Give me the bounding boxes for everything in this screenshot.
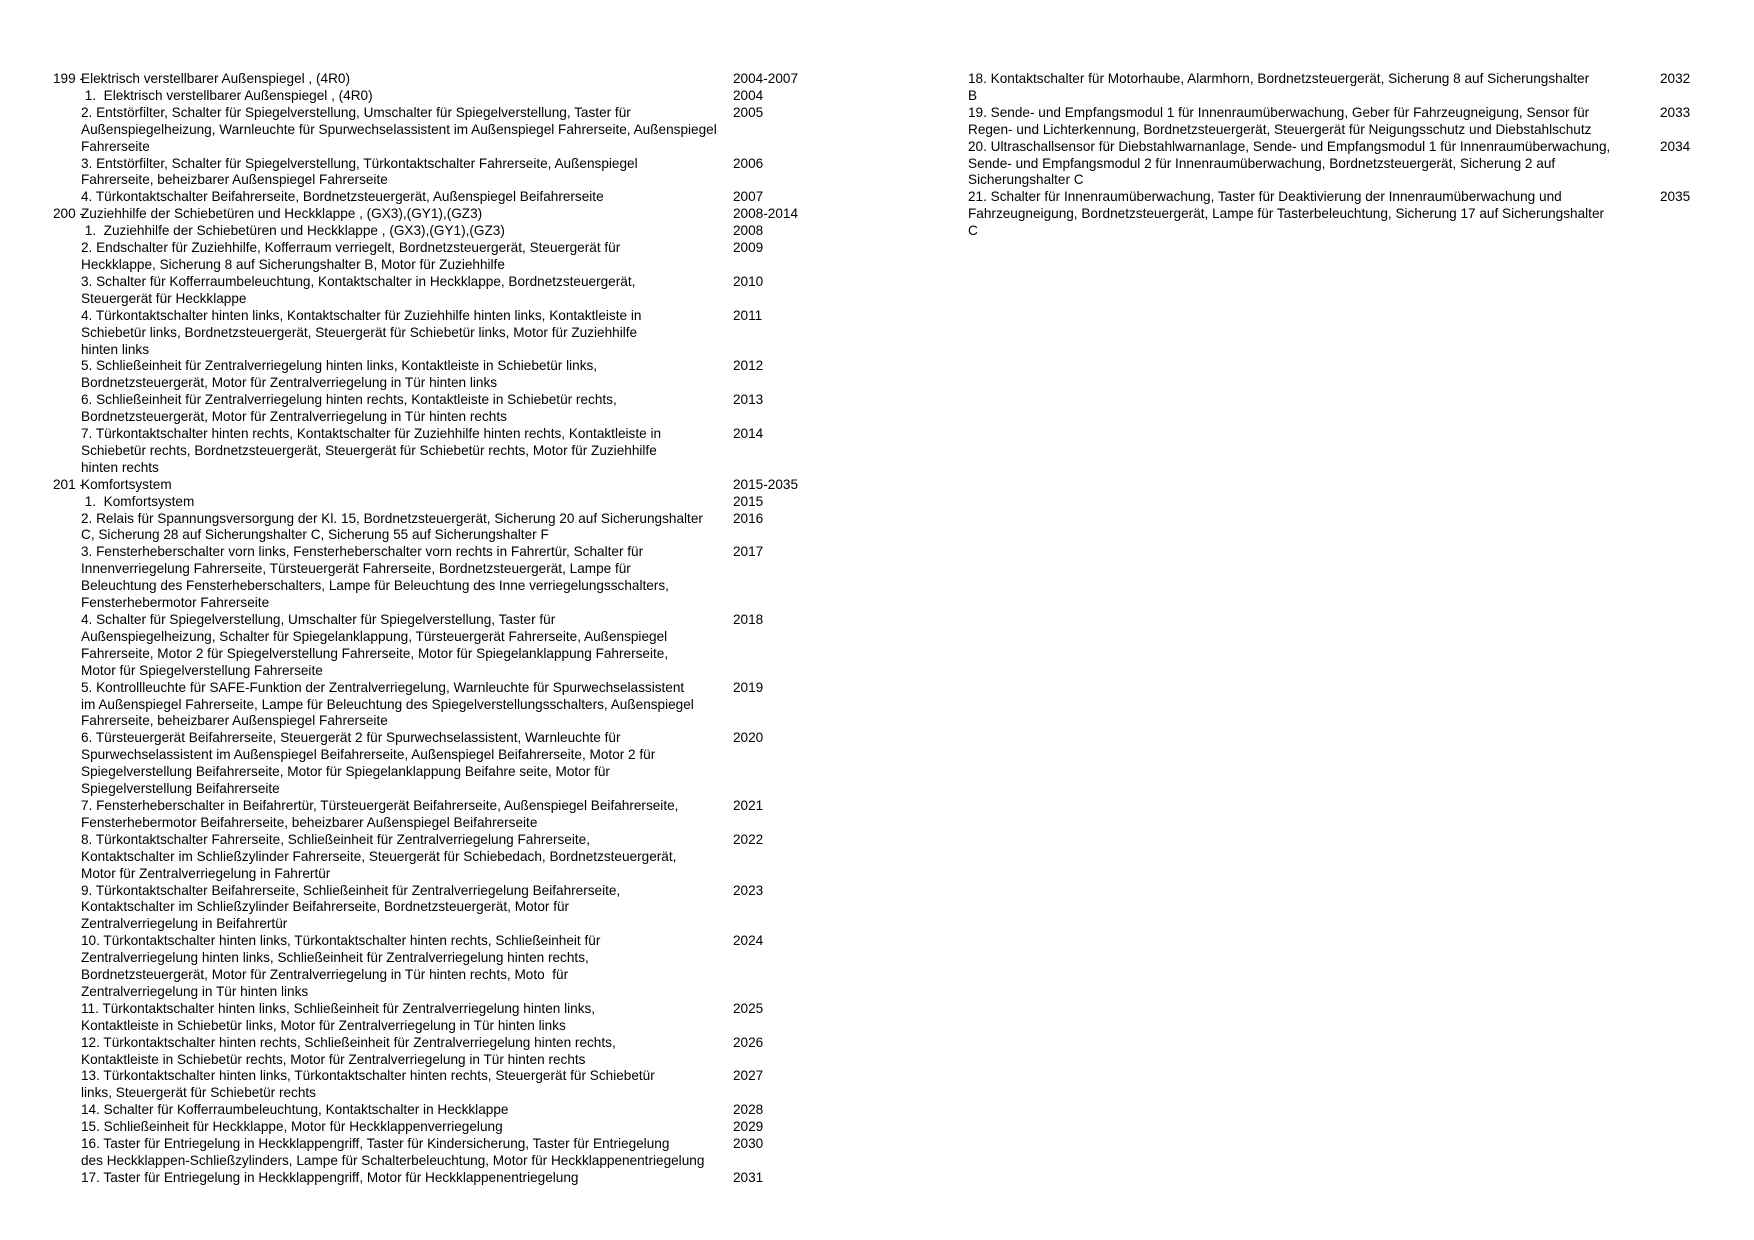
page-reference: 2027 <box>733 1068 764 1084</box>
section-title: Elektrisch verstellbarer Außenspiegel , (4R0) <box>81 71 350 86</box>
section-entry <box>53 1119 863 1136</box>
section-entry <box>53 358 863 392</box>
page-reference: 2025 <box>733 1000 764 1016</box>
entry-description: 6. Türsteuergerät Beifahrerseite, Steuergerät 2 für Spurwechselassistent, Warnleuchte für Spurwechselassistent im Außenspiegel Beifahrerseite, Außenspiegel Beifahrerseite, Motor 2 für Spiegelverstellung Beifahrerseite, Motor für Spiegelanklappung Beifahre seite, Motor für Spiegelverstellung Beifahrerseite <box>81 730 656 797</box>
section-entry <box>968 189 1703 240</box>
page-reference: 2010 <box>733 273 764 289</box>
section-entry <box>53 832 863 883</box>
page-reference: 2022 <box>733 831 764 847</box>
section-entry <box>53 189 863 206</box>
section-entry <box>968 105 1703 139</box>
page-reference: 2012 <box>733 358 764 374</box>
entry-description: 17. Taster für Entriegelung in Heckklappengriff, Motor für Heckklappenentriegelung <box>81 1169 579 1185</box>
section-entry <box>968 139 1703 190</box>
page-reference: 2014 <box>733 426 764 442</box>
entry-description: 11. Türkontaktschalter hinten links, Schließeinheit für Zentralverriegelung hinten links, Kontaktleiste in Schiebetür links, Motor für Zentralverriegelung in Tür hinten links <box>81 1000 596 1033</box>
section-entry <box>53 156 863 190</box>
page-reference: 2007 <box>733 189 764 205</box>
entry-description: 4. Türkontaktschalter hinten links, Kontaktschalter für Zuziehhilfe hinten links, Kontaktleiste in Schiebetür links, Bordnetzsteuergerät, Steuergerät für Schiebetür links, Motor für Zuziehhilfe hinten links <box>81 307 642 357</box>
section-entry <box>53 392 863 426</box>
entry-description: 1. Zuziehhilfe der Schiebetüren und Heckklappe , (GX3),(GY1),(GZ3) <box>81 223 505 239</box>
entry-description: 16. Taster für Entriegelung in Heckklappengriff, Taster für Kindersicherung, Taster für Entriegelung des Heckklappen-Schließzylinders, Lampe für Schalterbeleuchtung, Motor für Heckklappenentriegelung <box>81 1136 705 1168</box>
section-entry <box>53 1001 863 1035</box>
page-reference: 2011 <box>733 307 763 323</box>
page-reference: 2035 <box>1660 189 1691 205</box>
page-reference: 2030 <box>733 1136 764 1152</box>
entry-description: 19. Sende- und Empfangsmodul 1 für Innenraumüberwachung, Geber für Fahrzeugneigung, Sensor für Regen- und Lichterkennung, Bordnetzsteuergerät, Steuergerät für Neigungsschutz und Diebstahlschutz <box>968 104 1592 137</box>
section-entry <box>53 883 863 934</box>
section-heading <box>53 477 863 494</box>
section-entry <box>53 730 863 798</box>
page-reference: 2008 <box>733 223 764 239</box>
page-reference: 2019 <box>733 679 764 695</box>
page-reference: 2026 <box>733 1034 764 1050</box>
entry-description: 13. Türkontaktschalter hinten links, Türkontaktschalter hinten rechts, Steuergerät für Schiebetür links, Steuergerät für Schiebetür rechts <box>81 1068 655 1101</box>
section-entry <box>53 1102 863 1119</box>
page-reference: 2009 <box>733 240 764 256</box>
entry-description: 5. Kontrollleuchte für SAFE-Funktion der Zentralverriegelung, Warnleuchte für Spurwechselassistent im Außenspiegel Fahrerseite, Lampe für Beleuchtung des Spiegelverstellungsschalters, Außenspiegel Fahrerseite, beheizbarer Außenspiegel Fahrerseite <box>81 679 694 729</box>
entry-description: 3. Entstörfilter, Schalter für Spiegelverstellung, Türkontaktschalter Fahrerseite, Außenspiegel Fahrerseite, beheizbarer Außenspiegel Fahrerseite <box>81 155 638 188</box>
page-reference: 2028 <box>733 1102 764 1118</box>
entry-description: 2. Endschalter für Zuziehhilfe, Kofferraum verriegelt, Bordnetzsteuergerät, Steuergerät für Heckklappe, Sicherung 8 auf Sicherungshalter B, Motor für Zuziehhilfe <box>81 240 621 272</box>
right-column <box>968 71 1703 240</box>
section-entry <box>53 933 863 1001</box>
entry-description: 5. Schließeinheit für Zentralverriegelung hinten links, Kontaktleiste in Schiebetür links, Bordnetzsteuergerät, Motor für Zentralverriegelung in Tür hinten links <box>81 358 598 391</box>
section-heading <box>53 206 863 223</box>
entry-description: 4. Türkontaktschalter Beifahrerseite, Bordnetzsteuergerät, Außenspiegel Beifahrerseite <box>81 189 604 205</box>
page-reference: 2033 <box>1660 104 1691 120</box>
entry-description: 7. Türkontaktschalter hinten rechts, Kontaktschalter für Zuziehhilfe hinten rechts, Kontaktleiste in Schiebetür rechts, Bordnetzsteuergerät, Steuergerät für Schiebetür rechts, Motor für Zuziehhilfe hinten rechts <box>81 426 662 475</box>
section-entry <box>53 798 863 832</box>
page-reference: 2005 <box>733 104 764 120</box>
entry-description: 10. Türkontaktschalter hinten links, Türkontaktschalter hinten rechts, Schließeinheit für Zentralverriegelung hinten links, Schließeinheit für Zentralverriegelung hinten rechts, Bordnetzsteuergerät, Motor für Zentralverriegelung in Tür hinten rechts, Moto für Zentralverriegelung in Tür hinten links <box>81 933 601 999</box>
entry-description: 2. Relais für Spannungsversorgung der Kl. 15, Bordnetzsteuergerät, Sicherung 20 auf Sicherungshalter C, Sicherung 28 auf Sicherungshalter C, Sicherung 55 auf Sicherungshalter F <box>81 510 703 543</box>
entry-description: 14. Schalter für Kofferraumbeleuchtung, Kontaktschalter in Heckklappe <box>81 1102 509 1118</box>
page-reference: 2031 <box>733 1169 764 1185</box>
section-number: 200 - <box>53 206 84 222</box>
section-entry <box>53 1170 863 1187</box>
section-entry <box>53 1136 863 1170</box>
page-reference: 2024 <box>733 933 764 949</box>
entry-description: 15. Schließeinheit für Heckklappe, Motor für Heckklappenverriegelung <box>81 1119 503 1135</box>
section-entry <box>53 511 863 545</box>
entry-description: 21. Schalter für Innenraumüberwachung, Taster für Deaktivierung der Innenraumüberwachung und Fahrzeugneigung, Bordnetzsteuergerät, Lampe für Tasterbeleuchtung, Sicherung 17 auf Sicherungshalter C <box>968 189 1605 239</box>
page-reference: 2016 <box>733 510 764 526</box>
section-entry <box>968 71 1703 105</box>
page-reference: 2020 <box>733 730 764 746</box>
section-entry <box>53 88 863 105</box>
page-reference: 2015 <box>733 493 764 509</box>
section-entry <box>53 223 863 240</box>
entry-description: 9. Türkontaktschalter Beifahrerseite, Schließeinheit für Zentralverriegelung Beifahrerseite, Kontaktschalter im Schließzylinder Beifahrerseite, Bordnetzsteuergerät, Motor für Zentralverriegelung in Beifahrertür <box>81 882 621 932</box>
entry-description: 7. Fensterheberschalter in Beifahrertür, Türsteuergerät Beifahrerseite, Außenspiegel Beifahrerseite, Fensterhebermotor Beifahrerseite, beheizbarer Außenspiegel Beifahrerseite <box>81 797 679 830</box>
entry-description: 8. Türkontaktschalter Fahrerseite, Schließeinheit für Zentralverriegelung Fahrerseite, Kontaktschalter im Schließzylinder Fahrerseite, Steuergerät für Schiebedach, Bordnetzsteuergerät, Motor für Zentralverriegelung in Fahrertür <box>81 831 677 881</box>
left-column <box>53 71 863 1187</box>
section-heading <box>53 71 863 88</box>
section-number: 201 - <box>53 476 84 492</box>
entry-description: 6. Schließeinheit für Zentralverriegelung hinten rechts, Kontaktleiste in Schiebetür rechts, Bordnetzsteuergerät, Motor für Zentralverriegelung in Tür hinten rechts <box>81 392 617 425</box>
page-reference: 2021 <box>733 797 764 813</box>
section-title: Zuziehhilfe der Schiebetüren und Heckklappe , (GX3),(GY1),(GZ3) <box>81 206 483 222</box>
section-entry <box>53 494 863 511</box>
section-entry <box>53 426 863 477</box>
page-reference: 2013 <box>733 392 764 408</box>
page-reference: 2034 <box>1660 138 1691 154</box>
page-reference: 2032 <box>1660 71 1691 86</box>
entry-description: 3. Schalter für Kofferraumbeleuchtung, Kontaktschalter in Heckklappe, Bordnetzsteuergerät, Steuergerät für Heckklappe <box>81 273 636 306</box>
entry-description: 2. Entstörfilter, Schalter für Spiegelverstellung, Umschalter für Spiegelverstellung, Taster für Außenspiegelheizung, Warnleuchte für Spurwechselassistent im Außenspiegel Fahrerseite, Außenspiegel Fahrerseite <box>81 104 717 154</box>
page-reference: 2017 <box>733 544 764 560</box>
page-reference: 2008-2014 <box>733 206 799 222</box>
entry-description: 12. Türkontaktschalter hinten rechts, Schließeinheit für Zentralverriegelung hinten rechts, Kontaktleiste in Schiebetür rechts, Motor für Zentralverriegelung in Tür hinten rechts <box>81 1034 616 1067</box>
page-reference: 2015-2035 <box>733 476 799 492</box>
section-entry <box>53 240 863 274</box>
section-entry <box>53 274 863 308</box>
page-reference: 2029 <box>733 1119 764 1135</box>
page-reference: 2023 <box>733 882 764 898</box>
section-entry <box>53 308 863 359</box>
section-entry <box>53 612 863 680</box>
entry-description: 4. Schalter für Spiegelverstellung, Umschalter für Spiegelverstellung, Taster für Außenspiegelheizung, Schalter für Spiegelanklappung, Türsteuergerät Fahrerseite, Außenspiegel Fahrerseite, Motor 2 für Spiegelverstellung Fahrerseite, Motor für Spiegelanklappung Fahrerseite, Motor für Spiegelverstellung Fahrerseite <box>81 612 669 678</box>
page-reference: 2004 <box>733 87 764 103</box>
entry-description: 3. Fensterheberschalter vorn links, Fensterheberschalter vorn rechts in Fahrertür, Schalter für Innenverriegelung Fahrerseite, Türsteuergerät Fahrerseite, Bordnetzsteuergerät, Lampe für Beleuchtung des Fensterheberschalters, Lampe für Beleuchtung des Inne verriegelungsschalters, Fensterhebermotor Fahrerseite <box>81 544 669 611</box>
section-entry <box>53 680 863 731</box>
section-entry <box>53 105 863 156</box>
section-entry <box>53 1035 863 1069</box>
section-entry <box>53 544 863 612</box>
section-entry <box>53 1068 863 1102</box>
page-reference: 2004-2007 <box>733 71 799 86</box>
section-number: 199 - <box>53 71 84 86</box>
page-reference: 2018 <box>733 612 764 627</box>
entry-description: 1. Elektrisch verstellbarer Außenspiegel , (4R0) <box>81 87 373 103</box>
section-title: Komfortsystem <box>81 476 172 492</box>
entry-description: 18. Kontaktschalter für Motorhaube, Alarmhorn, Bordnetzsteuergerät, Sicherung 8 auf Sicherungshalter B <box>968 71 1590 103</box>
entry-description: 1. Komfortsystem <box>81 493 195 509</box>
page-reference: 2006 <box>733 155 764 171</box>
entry-description: 20. Ultraschallsensor für Diebstahlwarnanlage, Sende- und Empfangsmodul 1 für Innenraumüberwachung, Sende- und Empfangsmodul 2 für Innenraumüberwachung, Bordnetzsteuergerät, Sicherung 2 auf Sicherungshalter C <box>968 138 1611 188</box>
